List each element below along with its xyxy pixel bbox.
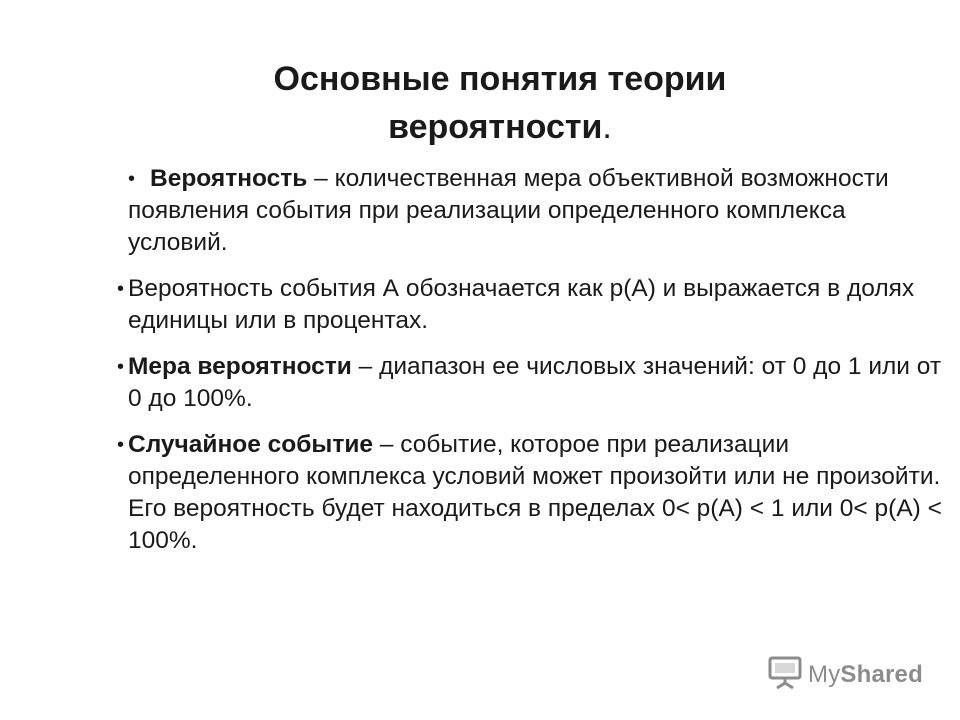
bullet-text bbox=[128, 431, 942, 554]
bullet-definition: – диапазон ее числовых значений: от 0 до 1 или от 0 до 100%. bbox=[128, 353, 942, 412]
bullet-dot: • bbox=[117, 356, 125, 378]
bullet-dot: • bbox=[117, 278, 125, 300]
bullet-item bbox=[128, 163, 948, 259]
bullet-text bbox=[128, 275, 914, 334]
watermark-shared: Shared bbox=[840, 661, 923, 688]
bullet-list bbox=[117, 163, 948, 571]
bullet-item bbox=[117, 429, 948, 557]
title-period: . bbox=[602, 108, 612, 146]
title-line-2-text: вероятности bbox=[388, 108, 603, 146]
watermark-text bbox=[808, 661, 923, 689]
bullet-term: Случайное событие bbox=[128, 431, 373, 458]
presentation-board-icon bbox=[767, 656, 803, 695]
slide-title bbox=[150, 55, 850, 151]
watermark-my: My bbox=[808, 661, 841, 688]
bullet-definition: – событие, которое при реализации определенного комплекса условий может произойти или не произойти. Его вероятность будет находиться в пределах 0< р(А) < 1 или 0< р(А) < 100%. bbox=[128, 431, 942, 554]
bullet-definition: Вероятность события А обозначается как р(А) и выражается в долях единицы или в процентах. bbox=[128, 275, 915, 334]
title-line-1: Основные понятия теории bbox=[273, 60, 727, 98]
bullet-text bbox=[128, 353, 941, 412]
watermark-logo bbox=[767, 658, 923, 692]
bullet-term: Вероятность bbox=[150, 165, 308, 192]
title-line-2 bbox=[150, 103, 850, 151]
bullet-item bbox=[117, 351, 948, 415]
bullet-dot: • bbox=[117, 434, 125, 456]
bullet-dot: • bbox=[128, 168, 136, 190]
bullet-item bbox=[117, 273, 948, 337]
bullet-text bbox=[128, 165, 889, 256]
bullet-term: Мера вероятности bbox=[128, 353, 352, 380]
bullet-definition: – количественная мера объективной возможности появления события при реализации определенного комплекса условий. bbox=[128, 165, 889, 256]
